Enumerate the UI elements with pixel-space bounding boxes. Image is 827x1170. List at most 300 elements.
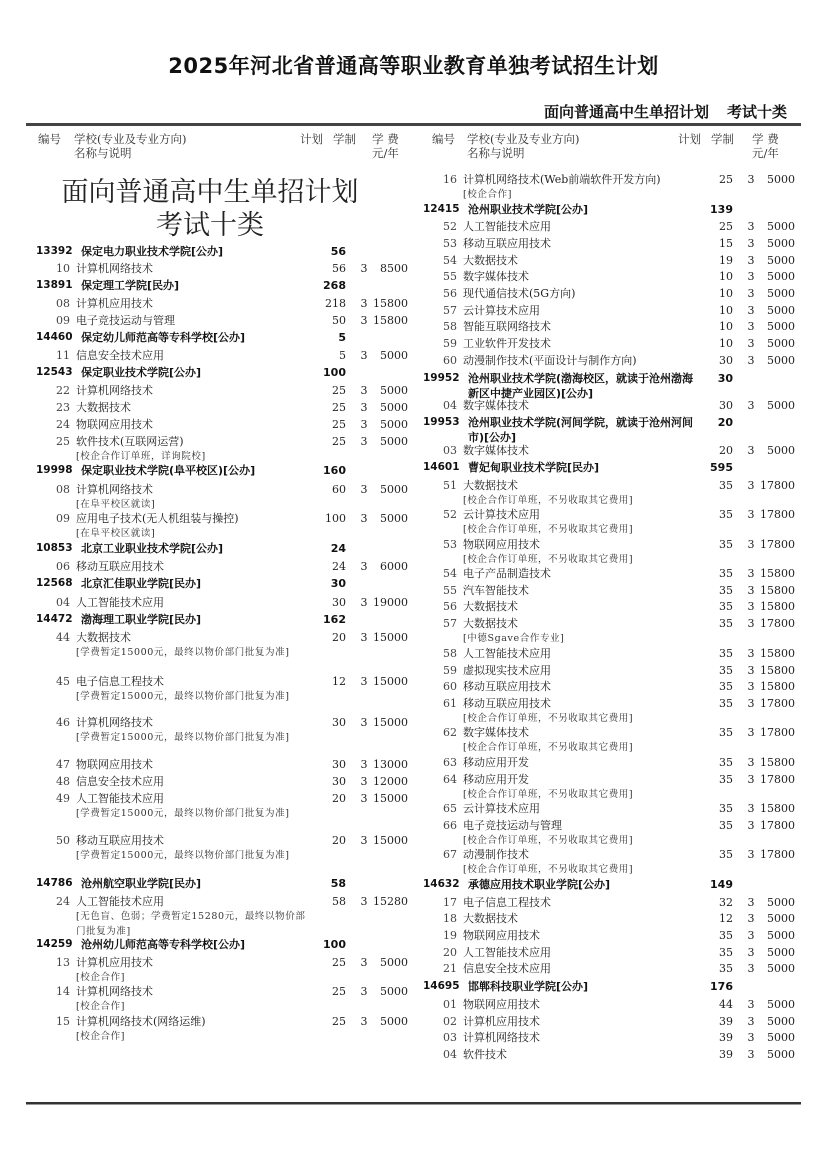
major-code: 51: [443, 479, 457, 492]
major-note: [校企合作订单班，不另收取其它费用]: [463, 524, 634, 535]
header-name: 学校(专业及专业方向) 名称与说明: [74, 132, 187, 160]
major-code: 17: [443, 896, 457, 909]
major-years: 3: [747, 680, 755, 693]
major-code: 58: [443, 320, 457, 333]
major-name: 大数据技术: [463, 617, 518, 630]
school-row: [423, 978, 813, 995]
subtitle-plan: 面向普通高中生单招计划: [543, 103, 709, 121]
major-code: 45: [56, 675, 70, 688]
major-fee: 6000: [380, 560, 408, 573]
major-code: 19: [443, 929, 457, 942]
school-row: [36, 364, 426, 381]
page-subtitle: [526, 101, 787, 122]
school-plan: 100: [323, 366, 346, 379]
header-fee: 学 费 元/年: [752, 132, 779, 160]
major-code: 11: [56, 349, 70, 362]
major-years: 3: [747, 664, 755, 677]
major-code: 46: [56, 716, 70, 729]
page-title: 2025年河北省普通高等职业教育单独考试招生计划: [168, 54, 659, 78]
school-code: 14695: [423, 980, 460, 992]
major-row: [423, 302, 813, 319]
major-fee: 15000: [373, 716, 408, 729]
major-code: 66: [443, 819, 457, 832]
major-code: 44: [56, 631, 70, 644]
major-code: 53: [443, 538, 457, 551]
major-code: 56: [443, 600, 457, 613]
major-code: 21: [443, 962, 457, 975]
major-code: 02: [443, 1015, 457, 1028]
major-code: 55: [443, 270, 457, 283]
header-code: 编号: [38, 132, 61, 146]
major-name: 移动互联应用技术: [463, 237, 551, 250]
major-code: 23: [56, 401, 70, 414]
major-plan: 30: [719, 354, 733, 367]
major-name: 计算机应用技术: [76, 956, 153, 969]
major-row: [423, 536, 813, 565]
major-row: [423, 1046, 813, 1063]
major-row: [423, 318, 813, 335]
major-plan: 25: [332, 401, 346, 414]
major-row: [423, 565, 813, 582]
major-fee: 15800: [760, 756, 795, 769]
major-note: [校企合作订单班，不另收取其它费用]: [463, 742, 634, 753]
major-plan: 20: [332, 792, 346, 805]
major-name: 数字媒体技术: [463, 726, 529, 739]
major-name: 电子竞技运动与管理: [76, 314, 175, 327]
major-years: 3: [747, 287, 755, 300]
school-name: 保定职业技术学院[公办]: [81, 366, 202, 379]
major-plan: 25: [332, 418, 346, 431]
major-name: 云计算技术应用: [463, 508, 540, 521]
major-fee: 17800: [760, 479, 795, 492]
major-plan: 60: [332, 483, 346, 496]
major-fee: 5000: [767, 173, 795, 186]
major-fee: 15800: [760, 600, 795, 613]
school-plan: 100: [323, 938, 346, 951]
major-note: [校企合作订单班，不另收取其它费用]: [463, 713, 634, 724]
major-name: 软件技术(互联网运营): [76, 435, 184, 448]
major-years: 3: [747, 647, 755, 660]
major-years: 3: [747, 444, 755, 457]
school-plan: 24: [330, 542, 346, 555]
major-plan: 35: [719, 756, 733, 769]
major-years: 3: [747, 962, 755, 975]
major-row: [423, 285, 813, 302]
major-years: 3: [360, 792, 368, 805]
major-plan: 35: [719, 848, 733, 861]
major-years: 3: [747, 802, 755, 815]
major-row: [423, 724, 813, 753]
major-fee: 5000: [767, 304, 795, 317]
school-code: 14460: [36, 331, 73, 343]
major-row: [36, 558, 426, 575]
major-note: [校企合作订单班，不另收取其它费用]: [463, 554, 634, 565]
major-fee: 5000: [767, 896, 795, 909]
major-fee: 13000: [373, 758, 408, 771]
school-plan: 20: [717, 416, 733, 429]
major-name: 计算机应用技术: [463, 1015, 540, 1028]
major-row: [423, 944, 813, 961]
school-row: [423, 370, 813, 400]
major-fee: 5000: [380, 349, 408, 362]
major-name: 电子产品制造技术: [463, 567, 551, 580]
major-name: 计算机网络技术: [76, 483, 153, 496]
major-years: 3: [360, 435, 368, 448]
major-row: [423, 598, 813, 615]
major-row: [423, 645, 813, 662]
major-code: 63: [443, 756, 457, 769]
major-row: [423, 252, 813, 269]
major-code: 03: [443, 444, 457, 457]
major-plan: 25: [332, 384, 346, 397]
major-years: 3: [747, 320, 755, 333]
major-plan: 25: [719, 220, 733, 233]
major-fee: 5000: [767, 929, 795, 942]
major-years: 3: [360, 384, 368, 397]
major-code: 67: [443, 848, 457, 861]
school-code: 19998: [36, 464, 73, 476]
major-row: [36, 629, 426, 658]
major-name: 人工智能技术应用: [76, 895, 164, 908]
major-code: 14: [56, 985, 70, 998]
major-row: [36, 481, 426, 510]
major-years: 3: [747, 1015, 755, 1028]
school-name: 沧州航空职业学院[民办]: [81, 877, 202, 890]
major-years: 3: [360, 349, 368, 362]
major-plan: 56: [332, 262, 346, 275]
major-plan: 30: [332, 716, 346, 729]
major-code: 57: [443, 304, 457, 317]
major-row: [36, 382, 426, 399]
major-code: 01: [443, 998, 457, 1011]
major-note: [在阜平校区就读]: [76, 499, 156, 510]
major-code: 06: [56, 560, 70, 573]
major-years: 3: [747, 819, 755, 832]
school-row: [423, 201, 813, 218]
major-fee: 17800: [760, 773, 795, 786]
major-fee: 17800: [760, 726, 795, 739]
major-fee: 5000: [767, 399, 795, 412]
major-name: 工业软件开发技术: [463, 337, 551, 350]
major-row: [423, 817, 813, 846]
major-code: 22: [56, 384, 70, 397]
major-plan: 218: [325, 297, 346, 310]
major-name: 汽车智能技术: [463, 584, 529, 597]
major-plan: 35: [719, 819, 733, 832]
major-fee: 15800: [760, 647, 795, 660]
school-row: [36, 540, 426, 557]
major-fee: 17800: [760, 508, 795, 521]
major-note: [无色盲、色弱；学费暂定15280元，最终以物价部门批复为准]: [76, 911, 306, 937]
major-code: 59: [443, 337, 457, 350]
major-code: 52: [443, 508, 457, 521]
major-years: 3: [360, 758, 368, 771]
major-row: [36, 714, 426, 743]
major-name: 人工智能技术应用: [463, 220, 551, 233]
school-name: 沧州职业技术学院(渤海校区，就读于沧州渤海新区中捷产业园区)[公办]: [468, 372, 694, 400]
major-years: 3: [747, 726, 755, 739]
school-plan: 139: [710, 203, 733, 216]
major-plan: 35: [719, 962, 733, 975]
major-name: 物联网应用技术: [76, 758, 153, 771]
major-row: [36, 510, 426, 539]
major-row: [423, 846, 813, 875]
major-plan: 35: [719, 600, 733, 613]
subtitle-category: 考试十类: [726, 103, 787, 121]
major-name: 电子竞技运动与管理: [463, 819, 562, 832]
major-row: [423, 754, 813, 771]
major-years: 3: [747, 173, 755, 186]
major-row: [36, 1013, 426, 1042]
major-name: 物联网应用技术: [463, 998, 540, 1011]
major-name: 大数据技术: [463, 254, 518, 267]
major-years: 3: [747, 584, 755, 597]
major-fee: 17800: [760, 697, 795, 710]
major-fee: 17800: [760, 819, 795, 832]
major-years: 3: [360, 401, 368, 414]
major-plan: 32: [719, 896, 733, 909]
major-row: [36, 954, 426, 983]
major-plan: 35: [719, 584, 733, 597]
school-code: 19953: [423, 416, 460, 428]
school-row: [36, 243, 426, 260]
major-note: [校企合作订单班，详询院校]: [76, 451, 206, 462]
major-plan: 30: [719, 399, 733, 412]
major-code: 48: [56, 775, 70, 788]
major-name: 移动互联应用技术: [463, 697, 551, 710]
school-code: 19952: [423, 372, 460, 384]
major-plan: 19: [719, 254, 733, 267]
major-row: [423, 506, 813, 535]
major-years: 3: [360, 985, 368, 998]
major-years: 3: [747, 896, 755, 909]
major-note: [校企合作订单班，不另收取其它费用]: [463, 864, 634, 875]
major-row: [423, 218, 813, 235]
major-row: [423, 615, 813, 644]
major-plan: 35: [719, 929, 733, 942]
major-row: [36, 312, 426, 329]
major-note: [中德Sgave合作专业]: [463, 633, 565, 644]
major-plan: 30: [332, 596, 346, 609]
major-row: [423, 171, 813, 200]
major-code: 55: [443, 584, 457, 597]
major-plan: 35: [719, 664, 733, 677]
major-name: 人工智能技术应用: [76, 792, 164, 805]
major-fee: 5000: [767, 962, 795, 975]
major-fee: 15000: [373, 792, 408, 805]
major-code: 09: [56, 314, 70, 327]
school-plan: 176: [710, 980, 733, 993]
school-plan: 160: [323, 464, 346, 477]
major-name: 应用电子技术(无人机组装与操控): [76, 512, 239, 525]
major-name: 物联网应用技术: [76, 418, 153, 431]
major-name: 人工智能技术应用: [463, 647, 551, 660]
major-row: [423, 1013, 813, 1030]
header-fee: 学 费 元/年: [372, 132, 399, 160]
major-code: 61: [443, 697, 457, 710]
header-plan: 计划: [678, 132, 701, 146]
major-plan: 25: [332, 956, 346, 969]
major-plan: 39: [719, 1048, 733, 1061]
major-plan: 50: [332, 314, 346, 327]
school-name: 沧州职业技术学院(河间学院，就读于沧州河间市)[公办]: [468, 416, 694, 444]
major-years: 3: [360, 631, 368, 644]
major-row: [423, 1029, 813, 1046]
major-row: [36, 347, 426, 364]
major-name: 移动互联应用技术: [463, 680, 551, 693]
school-name: 北京工业职业技术学院[公办]: [81, 542, 224, 555]
major-name: 物联网应用技术: [463, 929, 540, 942]
school-plan: 5: [338, 331, 346, 344]
major-code: 08: [56, 483, 70, 496]
major-code: 54: [443, 254, 457, 267]
school-code: 14472: [36, 613, 73, 625]
major-name: 大数据技术: [76, 631, 131, 644]
major-fee: 5000: [380, 435, 408, 448]
major-code: 56: [443, 287, 457, 300]
major-name: 移动互联应用技术: [76, 834, 164, 847]
major-code: 60: [443, 354, 457, 367]
major-name: 大数据技术: [463, 600, 518, 613]
major-years: 3: [747, 1031, 755, 1044]
major-row: [423, 894, 813, 911]
major-fee: 5000: [767, 946, 795, 959]
major-code: 15: [56, 1015, 70, 1028]
major-plan: 35: [719, 479, 733, 492]
major-fee: 15000: [373, 675, 408, 688]
major-code: 04: [56, 596, 70, 609]
major-row: [423, 335, 813, 352]
school-row: [36, 575, 426, 592]
major-note: [校企合作]: [76, 1001, 126, 1012]
school-code: 14632: [423, 878, 460, 890]
school-row: [36, 611, 426, 628]
major-fee: 5000: [767, 237, 795, 250]
major-plan: 35: [719, 726, 733, 739]
major-fee: 15800: [760, 680, 795, 693]
school-code: 12543: [36, 366, 73, 378]
major-fee: 5000: [767, 254, 795, 267]
major-fee: 5000: [380, 384, 408, 397]
major-code: 04: [443, 399, 457, 412]
major-name: 计算机应用技术: [76, 297, 153, 310]
major-fee: 19000: [373, 596, 408, 609]
school-name: 保定电力职业技术学院[公办]: [81, 245, 224, 258]
school-code: 14601: [423, 461, 460, 473]
major-years: 3: [747, 270, 755, 283]
major-row: [36, 260, 426, 277]
major-plan: 35: [719, 680, 733, 693]
school-name: 承德应用技术职业学院[公办]: [468, 878, 611, 891]
school-row: [36, 875, 426, 892]
major-row: [423, 442, 813, 459]
school-row: [36, 329, 426, 346]
major-name: 物联网应用技术: [463, 538, 540, 551]
major-row: [36, 983, 426, 1012]
major-years: 3: [360, 675, 368, 688]
major-note: [校企合作]: [463, 189, 513, 200]
major-plan: 35: [719, 802, 733, 815]
school-code: 10853: [36, 542, 73, 554]
major-row: [36, 416, 426, 433]
major-plan: 35: [719, 773, 733, 786]
major-name: 人工智能技术应用: [76, 596, 164, 609]
major-code: 65: [443, 802, 457, 815]
major-fee: 5000: [767, 1015, 795, 1028]
major-plan: 10: [719, 320, 733, 333]
major-plan: 20: [332, 834, 346, 847]
major-plan: 25: [719, 173, 733, 186]
major-years: 3: [747, 998, 755, 1011]
major-fee: 15800: [760, 584, 795, 597]
major-code: 10: [56, 262, 70, 275]
school-name: 邯郸科技职业学院[公办]: [468, 980, 589, 993]
major-plan: 24: [332, 560, 346, 573]
header-code: 编号: [432, 132, 455, 146]
major-code: 04: [443, 1048, 457, 1061]
major-note: [校企合作订单班，不另收取其它费用]: [463, 789, 634, 800]
major-years: 3: [360, 834, 368, 847]
major-plan: 20: [719, 444, 733, 457]
major-row: [423, 352, 813, 369]
school-row: [423, 459, 813, 476]
major-years: 3: [747, 354, 755, 367]
major-name: 计算机网络技术: [76, 985, 153, 998]
major-years: 3: [747, 617, 755, 630]
major-code: 24: [56, 895, 70, 908]
major-name: 电子信息工程技术: [463, 896, 551, 909]
major-years: 3: [747, 254, 755, 267]
major-note: [校企合作订单班，不另收取其它费用]: [463, 495, 634, 506]
school-row: [36, 462, 426, 479]
major-fee: 5000: [380, 483, 408, 496]
major-code: 59: [443, 664, 457, 677]
school-plan: 149: [710, 878, 733, 891]
major-years: 3: [360, 314, 368, 327]
major-name: 软件技术: [463, 1048, 507, 1061]
major-fee: 15800: [760, 567, 795, 580]
major-years: 3: [747, 600, 755, 613]
major-fee: 5000: [380, 418, 408, 431]
major-row: [36, 673, 426, 702]
school-row: [36, 277, 426, 294]
major-years: 3: [360, 418, 368, 431]
major-row: [423, 678, 813, 695]
major-fee: 15000: [373, 834, 408, 847]
major-code: 13: [56, 956, 70, 969]
major-fee: 5000: [767, 444, 795, 457]
major-fee: 15800: [373, 314, 408, 327]
major-code: 62: [443, 726, 457, 739]
major-years: 3: [360, 596, 368, 609]
major-name: 虚拟现实技术应用: [463, 664, 551, 677]
major-code: 20: [443, 946, 457, 959]
footer-rule: [26, 1102, 801, 1105]
major-name: 信息安全技术应用: [76, 349, 164, 362]
school-code: 13392: [36, 245, 73, 257]
major-name: 智能互联网络技术: [463, 320, 551, 333]
major-row: [36, 893, 426, 937]
major-plan: 39: [719, 1031, 733, 1044]
major-code: 18: [443, 912, 457, 925]
major-row: [423, 996, 813, 1013]
major-plan: 12: [332, 675, 346, 688]
major-code: 54: [443, 567, 457, 580]
school-row: [423, 876, 813, 893]
major-fee: 5000: [767, 998, 795, 1011]
school-plan: 30: [330, 577, 346, 590]
major-plan: 10: [719, 287, 733, 300]
